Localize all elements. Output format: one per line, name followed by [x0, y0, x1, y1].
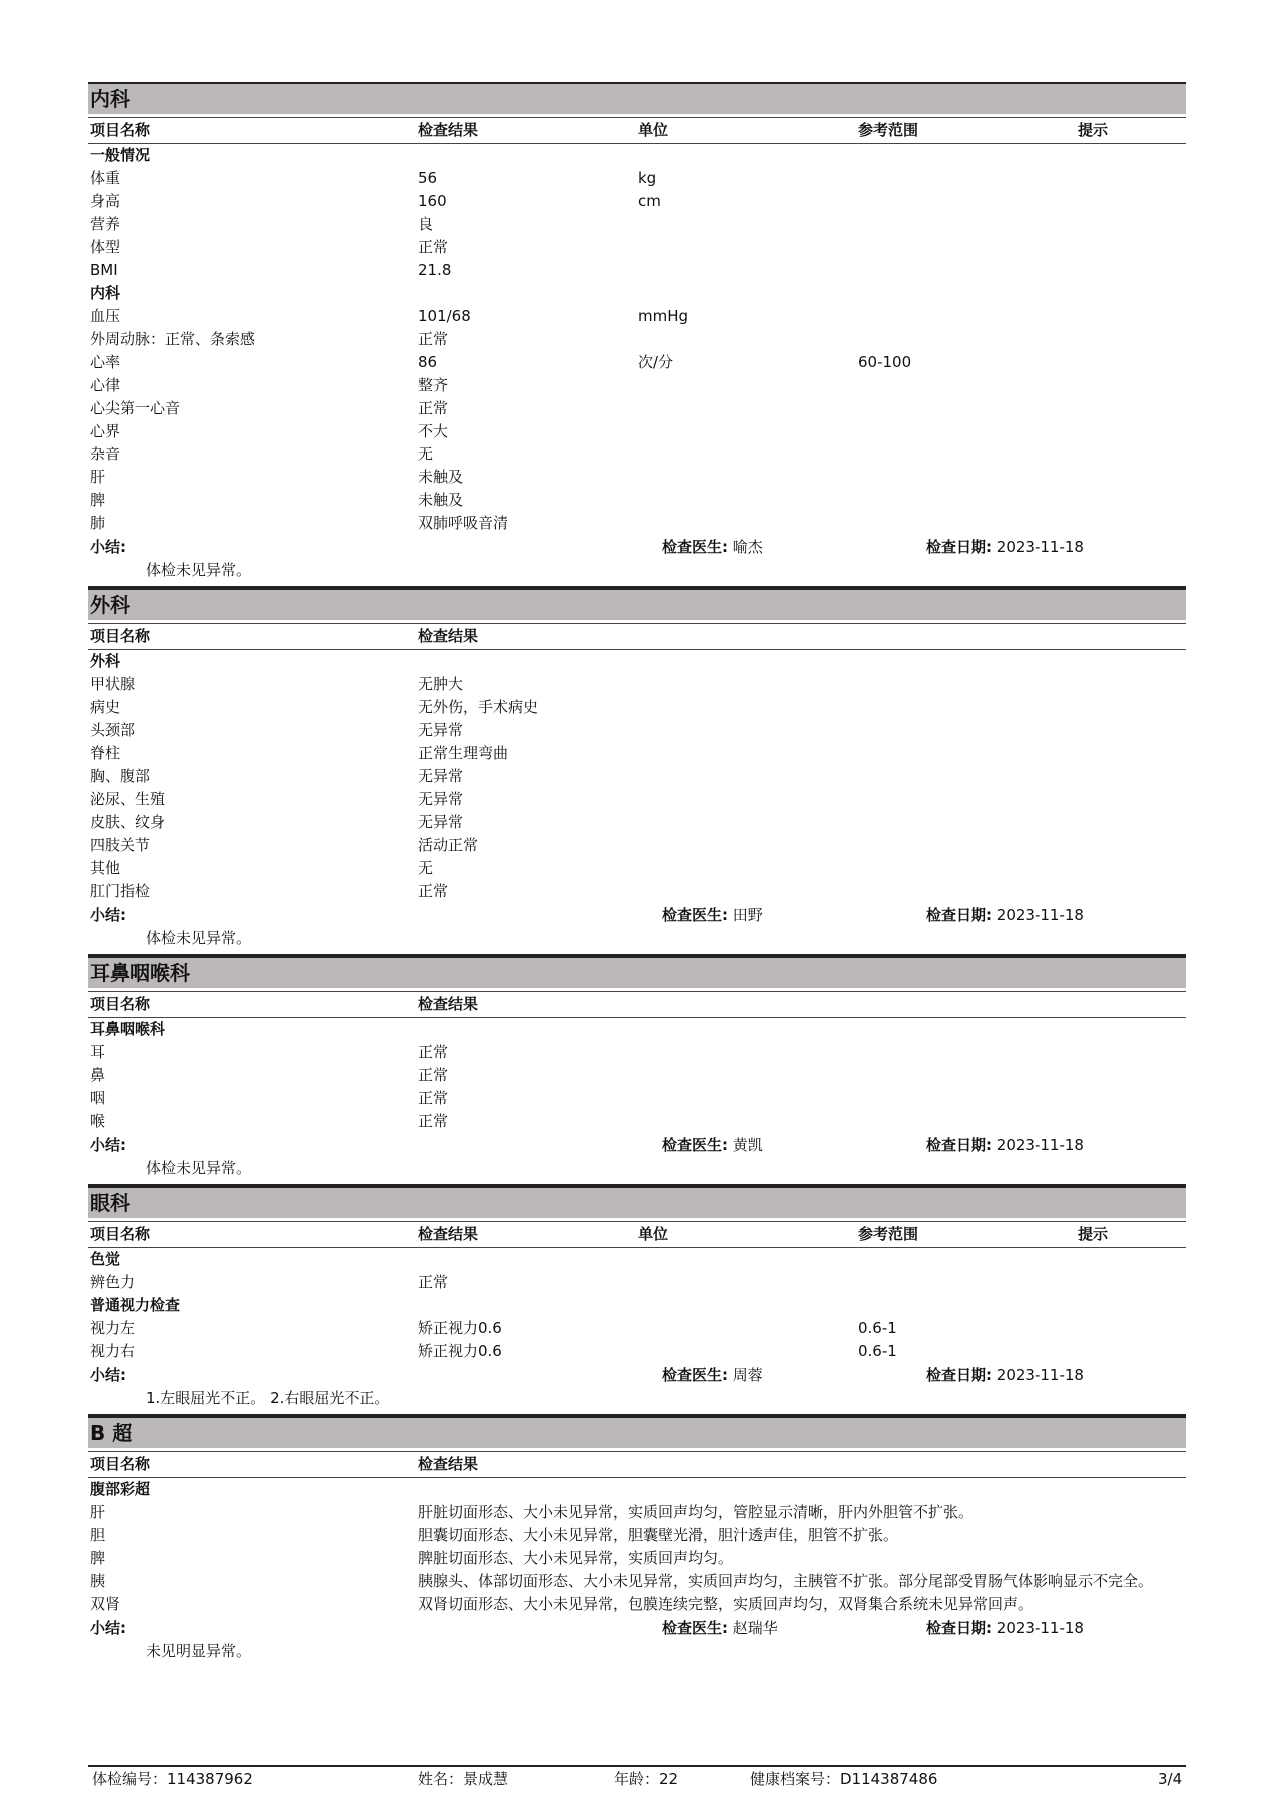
section-divider: [88, 1409, 1186, 1416]
table-row: [88, 880, 1186, 903]
table-cell: 无: [418, 859, 434, 877]
doctor-label: 检查医生:: [662, 1136, 728, 1154]
table-cell: 辨色力: [90, 1273, 136, 1291]
table-cell: 0.6-1: [858, 1342, 897, 1360]
table-row: [88, 765, 1186, 788]
section-divider: [88, 581, 1186, 588]
table-cell: 正常: [418, 330, 449, 348]
table-cell: 四肢关节: [90, 836, 151, 854]
table-row: [88, 466, 1186, 489]
table-header: [88, 1221, 1186, 1248]
section-divider: [88, 949, 1186, 956]
date-label: 检查日期:: [926, 538, 992, 556]
table-row: [88, 742, 1186, 765]
doctor-field: [662, 1363, 763, 1387]
doctor-field: [662, 1133, 763, 1157]
table-cell: 视力左: [90, 1319, 136, 1337]
table-cell: 无异常: [418, 790, 464, 808]
column-header: 检查结果: [418, 995, 479, 1013]
table-row: [88, 1547, 1186, 1570]
date-field: [926, 1133, 1084, 1157]
column-header: 项目名称: [90, 121, 151, 139]
section-title: 耳鼻咽喉科: [88, 956, 1186, 988]
date-label: 检查日期:: [926, 906, 992, 924]
table-cell: 无外伤，手术病史: [418, 698, 539, 716]
footer-record-number: 健康档案号：D114387486: [750, 1770, 938, 1788]
date-field: [926, 1616, 1084, 1640]
table-cell: 色觉: [90, 1250, 121, 1268]
table-cell: 正常: [418, 399, 449, 417]
table-row: [88, 1317, 1186, 1340]
doctor-label: 检查医生:: [662, 1366, 728, 1384]
table-cell: 皮肤、纹身: [90, 813, 166, 831]
table-cell: 胰: [90, 1572, 106, 1590]
table-cell: 脾: [90, 1549, 106, 1567]
table-cell: 正常: [418, 1066, 449, 1084]
table-cell: 咽: [90, 1089, 106, 1107]
table-cell: 胰腺头、体部切面形态、大小未见异常，实质回声均匀，主胰管不扩张。部分尾部受胃肠气体影响显示不完全。: [418, 1572, 1154, 1590]
table-row: [88, 489, 1186, 512]
column-header: 提示: [1078, 121, 1109, 139]
table-cell: 0.6-1: [858, 1319, 897, 1337]
table-cell: 胸、腹部: [90, 767, 151, 785]
table-cell: 160: [418, 192, 447, 210]
table-row: [88, 213, 1186, 236]
table-cell: 视力右: [90, 1342, 136, 1360]
summary-text: 未见明显异常。: [146, 1642, 252, 1660]
table-cell: 无异常: [418, 767, 464, 785]
table-cell: 普通视力检查: [90, 1296, 181, 1314]
table-cell: 不大: [418, 422, 449, 440]
table-row: [88, 1064, 1186, 1087]
table-header: [88, 117, 1186, 144]
column-header: 项目名称: [90, 1455, 151, 1473]
table-header: [88, 991, 1186, 1018]
table-row: [88, 374, 1186, 397]
table-row: [88, 1110, 1186, 1133]
column-header: 检查结果: [418, 1455, 479, 1473]
date-field: [926, 1363, 1084, 1387]
summary-label: 小结:: [90, 1619, 126, 1637]
table-row: [88, 1271, 1186, 1294]
report-body: [88, 82, 1186, 1662]
table-cell: 56: [418, 169, 438, 187]
exam-section: [88, 82, 1186, 588]
footer-page-number: 3/4: [1158, 1770, 1183, 1788]
date-label: 检查日期:: [926, 1619, 992, 1637]
summary-label: 小结:: [90, 1366, 126, 1384]
table-row: [88, 834, 1186, 857]
table-row: [88, 1570, 1186, 1593]
exam-date: 2023-11-18: [996, 1619, 1084, 1637]
table-row: [88, 167, 1186, 190]
table-cell: 正常: [418, 1273, 449, 1291]
exam-date: 2023-11-18: [996, 906, 1084, 924]
table-cell: 身高: [90, 192, 121, 210]
table-cell: 耳: [90, 1043, 106, 1061]
table-cell: 无异常: [418, 813, 464, 831]
table-cell: 心率: [90, 353, 121, 371]
table-row: [88, 1524, 1186, 1547]
summary-text: 1.左眼屈光不正。 2.右眼屈光不正。: [146, 1389, 390, 1407]
table-cell: 喉: [90, 1112, 106, 1130]
table-cell: 矫正视力0.6: [418, 1342, 502, 1360]
table-row: [88, 190, 1186, 213]
table-cell: 营养: [90, 215, 121, 233]
table-cell: BMI: [90, 261, 118, 279]
table-row: [88, 1087, 1186, 1110]
doctor-name: 赵瑞华: [732, 1619, 778, 1637]
summary-line: [88, 1616, 1186, 1640]
table-cell: 活动正常: [418, 836, 479, 854]
table-cell: 正常生理弯曲: [418, 744, 509, 762]
summary-label: 小结:: [90, 906, 126, 924]
table-cell: kg: [638, 169, 657, 187]
table-cell: 双肾: [90, 1595, 121, 1613]
table-cell: 正常: [418, 1089, 449, 1107]
column-header: 单位: [638, 121, 669, 139]
table-cell: 鼻: [90, 1066, 106, 1084]
table-cell: 21.8: [418, 261, 452, 279]
summary-label: 小结:: [90, 1136, 126, 1154]
table-cell: 血压: [90, 307, 121, 325]
doctor-name: 周蓉: [732, 1366, 763, 1384]
exam-section: [88, 1416, 1186, 1662]
table-cell: 腹部彩超: [90, 1480, 151, 1498]
table-cell: 其他: [90, 859, 121, 877]
exam-date: 2023-11-18: [996, 1366, 1084, 1384]
table-cell: 无肿大: [418, 675, 464, 693]
group-row: [88, 282, 1186, 305]
table-row: [88, 397, 1186, 420]
table-cell: 病史: [90, 698, 121, 716]
table-cell: 未触及: [418, 468, 464, 486]
group-row: [88, 1018, 1186, 1041]
exam-section: [88, 956, 1186, 1186]
table-cell: 心界: [90, 422, 121, 440]
doctor-field: [662, 535, 763, 559]
table-cell: 体型: [90, 238, 121, 256]
footer-name: 姓名：景成慧: [418, 1770, 509, 1788]
doctor-field: [662, 1616, 778, 1640]
table-row: [88, 328, 1186, 351]
doctor-field: [662, 903, 763, 927]
table-row: [88, 719, 1186, 742]
table-cell: 胆: [90, 1526, 106, 1544]
date-field: [926, 903, 1084, 927]
table-cell: 双肾切面形态、大小未见异常，包膜连续完整，实质回声均匀，双肾集合系统未见异常回声。: [418, 1595, 1034, 1613]
column-header: 检查结果: [418, 627, 479, 645]
table-cell: 60-100: [858, 353, 912, 371]
table-row: [88, 259, 1186, 282]
table-row: [88, 512, 1186, 535]
table-cell: 脊柱: [90, 744, 121, 762]
table-row: [88, 1041, 1186, 1064]
table-cell: 86: [418, 353, 438, 371]
table-row: [88, 305, 1186, 328]
table-row: [88, 1340, 1186, 1363]
table-header: [88, 1451, 1186, 1478]
column-header: 检查结果: [418, 1225, 479, 1243]
table-row: [88, 696, 1186, 719]
table-cell: 整齐: [418, 376, 449, 394]
column-header: 项目名称: [90, 995, 151, 1013]
table-cell: 肛门指检: [90, 882, 151, 900]
table-cell: 正常: [418, 238, 449, 256]
summary-line: [88, 1363, 1186, 1387]
summary-line: [88, 1133, 1186, 1157]
table-row: [88, 788, 1186, 811]
exam-date: 2023-11-18: [996, 538, 1084, 556]
group-row: [88, 1248, 1186, 1271]
table-cell: 无异常: [418, 721, 464, 739]
table-cell: 101/68: [418, 307, 471, 325]
table-cell: 心律: [90, 376, 121, 394]
page-footer: [88, 1765, 1186, 1789]
table-row: [88, 673, 1186, 696]
doctor-label: 检查医生:: [662, 906, 728, 924]
table-cell: cm: [638, 192, 661, 210]
table-row: [88, 236, 1186, 259]
table-cell: 正常: [418, 882, 449, 900]
table-cell: 心尖第一心音: [90, 399, 181, 417]
table-cell: 体重: [90, 169, 121, 187]
table-cell: 内科: [90, 284, 121, 302]
table-row: [88, 351, 1186, 374]
table-row: [88, 811, 1186, 834]
group-row: [88, 1294, 1186, 1317]
table-cell: 未触及: [418, 491, 464, 509]
doctor-label: 检查医生:: [662, 538, 728, 556]
table-cell: mmHg: [638, 307, 689, 325]
table-cell: 良: [418, 215, 434, 233]
group-row: [88, 144, 1186, 167]
table-row: [88, 443, 1186, 466]
section-divider: [88, 1179, 1186, 1186]
table-cell: 矫正视力0.6: [418, 1319, 502, 1337]
column-header: 参考范围: [858, 121, 919, 139]
column-header: 检查结果: [418, 121, 479, 139]
table-cell: 头颈部: [90, 721, 136, 739]
date-label: 检查日期:: [926, 1136, 992, 1154]
table-cell: 正常: [418, 1112, 449, 1130]
summary-label: 小结:: [90, 538, 126, 556]
table-row: [88, 857, 1186, 880]
table-cell: 一般情况: [90, 146, 151, 164]
table-cell: 肺: [90, 514, 106, 532]
column-header: 项目名称: [90, 1225, 151, 1243]
table-cell: 外周动脉：正常、条索感: [90, 330, 256, 348]
section-title: 外科: [88, 588, 1186, 620]
doctor-name: 黄凯: [732, 1136, 763, 1154]
table-row: [88, 420, 1186, 443]
group-row: [88, 1478, 1186, 1501]
table-cell: 耳鼻咽喉科: [90, 1020, 166, 1038]
summary-text: 体检未见异常。: [146, 1159, 252, 1177]
table-cell: 泌尿、生殖: [90, 790, 166, 808]
table-row: [88, 1501, 1186, 1524]
footer-age: 年龄：22: [614, 1770, 679, 1788]
table-cell: 肝: [90, 1503, 106, 1521]
table-cell: 脾: [90, 491, 106, 509]
date-field: [926, 535, 1084, 559]
column-header: 参考范围: [858, 1225, 919, 1243]
table-header: [88, 623, 1186, 650]
group-row: [88, 650, 1186, 673]
table-cell: 胆囊切面形态、大小未见异常，胆囊壁光滑，胆汁透声佳，胆管不扩张。: [418, 1526, 899, 1544]
table-cell: 双肺呼吸音清: [418, 514, 509, 532]
table-cell: 肝脏切面形态、大小未见异常，实质回声均匀，管腔显示清晰，肝内外胆管不扩张。: [418, 1503, 974, 1521]
table-row: [88, 1593, 1186, 1616]
table-cell: 次/分: [638, 353, 674, 371]
date-label: 检查日期:: [926, 1366, 992, 1384]
table-cell: 杂音: [90, 445, 121, 463]
table-cell: 外科: [90, 652, 121, 670]
section-title: B 超: [88, 1416, 1186, 1448]
summary-text: 体检未见异常。: [146, 561, 252, 579]
table-cell: 脾脏切面形态、大小未见异常，实质回声均匀。: [418, 1549, 734, 1567]
summary-line: [88, 903, 1186, 927]
footer-exam-number: 体检编号：114387962: [92, 1770, 253, 1788]
table-cell: 正常: [418, 1043, 449, 1061]
summary-line: [88, 535, 1186, 559]
exam-section: [88, 588, 1186, 956]
doctor-name: 喻杰: [732, 538, 763, 556]
column-header: 提示: [1078, 1225, 1109, 1243]
table-cell: 甲状腺: [90, 675, 136, 693]
section-title: 内科: [88, 82, 1186, 114]
table-cell: 肝: [90, 468, 106, 486]
doctor-label: 检查医生:: [662, 1619, 728, 1637]
table-cell: 无: [418, 445, 434, 463]
exam-section: [88, 1186, 1186, 1416]
column-header: 项目名称: [90, 627, 151, 645]
column-header: 单位: [638, 1225, 669, 1243]
summary-text: 体检未见异常。: [146, 929, 252, 947]
doctor-name: 田野: [732, 906, 763, 924]
exam-date: 2023-11-18: [996, 1136, 1084, 1154]
section-title: 眼科: [88, 1186, 1186, 1218]
